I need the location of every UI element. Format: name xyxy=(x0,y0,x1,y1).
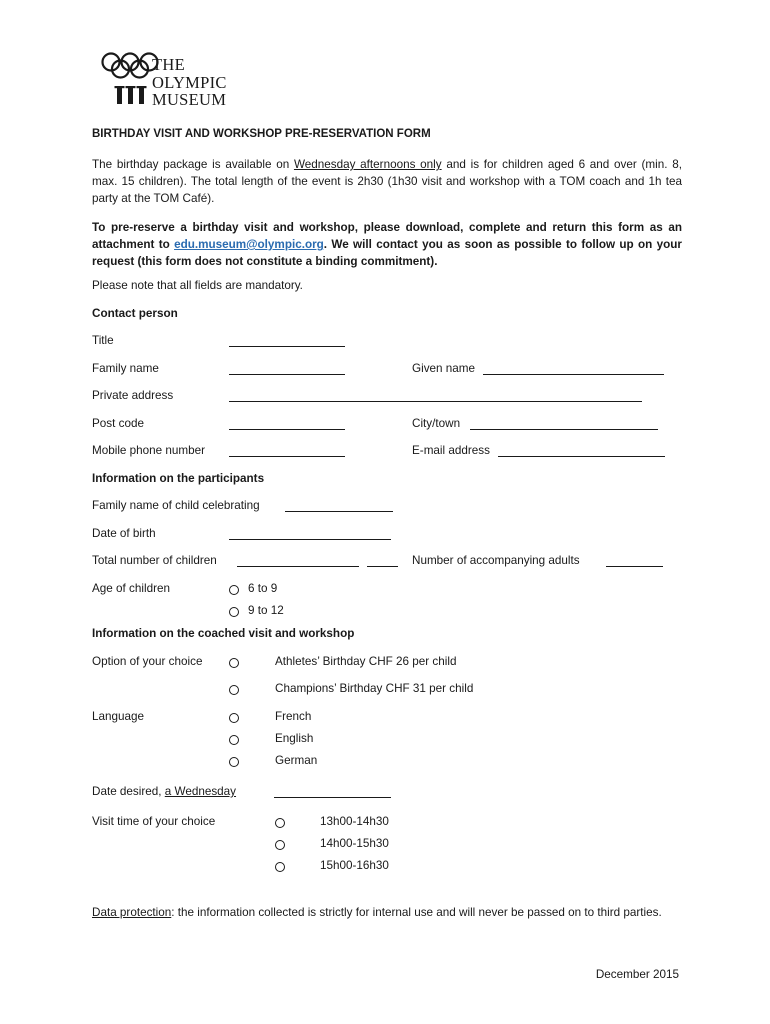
family-name-field[interactable] xyxy=(229,374,345,375)
logo-line-3: MUSEUM xyxy=(152,90,227,109)
mobile-label: Mobile phone number xyxy=(92,444,206,457)
city-field[interactable] xyxy=(470,429,658,430)
total-children-field[interactable] xyxy=(237,566,359,567)
intro-text-a: The birthday package is available on xyxy=(92,158,294,171)
participants-heading: Information on the participants xyxy=(92,472,265,485)
time-2-radio[interactable] xyxy=(275,840,285,850)
given-name-label: Given name xyxy=(412,362,476,375)
age-option-2: 9 to 12 xyxy=(248,604,284,617)
option-label: Option of your choice xyxy=(92,655,203,668)
champions-option-text: Champions’ Birthday CHF 31 per child xyxy=(275,682,474,695)
postcode-field[interactable] xyxy=(229,429,345,430)
total-children-label: Total number of children xyxy=(92,554,217,567)
time-1-radio[interactable] xyxy=(275,818,285,828)
instructions-text-a: To pre-reserve a birthday visit and workshop, please download, complete and return this form as an attachment to xyxy=(92,221,682,251)
athletes-option-radio[interactable] xyxy=(229,658,239,668)
logo-line-1: THE xyxy=(152,55,185,74)
address-field[interactable] xyxy=(229,401,642,402)
postcode-label: Post code xyxy=(92,417,144,430)
email-label: E-mail address xyxy=(412,444,490,457)
address-label: Private address xyxy=(92,389,174,402)
title-label: Title xyxy=(92,334,114,347)
dob-field[interactable] xyxy=(229,539,391,540)
title-field[interactable] xyxy=(229,346,345,347)
french-radio[interactable] xyxy=(229,713,239,723)
intro-text-b: and is for children aged 6 and over (min. 8, max. 15 children). The total length of the event is 2h30 (1h30 visit and workshop with a TOM coach and 1h tea party at the TOM Café). xyxy=(92,158,682,205)
child-family-label: Family name of child celebrating xyxy=(92,499,260,512)
intro-paragraph xyxy=(92,156,682,207)
age-6-9-radio[interactable] xyxy=(229,585,239,595)
data-protection-text: : the information collected is strictly for internal use and will never be passed on to third parties. xyxy=(171,906,662,919)
mandatory-note: Please note that all fields are mandatory. xyxy=(92,279,303,292)
age-label: Age of children xyxy=(92,582,170,595)
email-field[interactable] xyxy=(498,456,665,457)
instructions-paragraph xyxy=(92,219,682,270)
museum-wordmark xyxy=(152,56,227,109)
time-3-text: 15h00-16h30 xyxy=(320,859,389,872)
data-protection-paragraph xyxy=(92,904,682,921)
visit-heading: Information on the coached visit and workshop xyxy=(92,627,355,640)
english-radio[interactable] xyxy=(229,735,239,745)
age-option-1: 6 to 9 xyxy=(248,582,278,595)
champions-option-radio[interactable] xyxy=(229,685,239,695)
form-title: BIRTHDAY VISIT AND WORKSHOP PRE-RESERVATION FORM xyxy=(92,128,431,140)
date-desired-field[interactable] xyxy=(274,797,391,798)
time-3-radio[interactable] xyxy=(275,862,285,872)
english-text: English xyxy=(275,732,314,745)
instructions-text-b: . We will contact you as soon as possible to follow up on your request (this form does not constitute a binding commitment). xyxy=(92,238,682,268)
adults-label: Number of accompanying adults xyxy=(412,554,580,567)
mobile-field[interactable] xyxy=(229,456,345,457)
footer-date: December 2015 xyxy=(595,968,679,981)
dob-label: Date of birth xyxy=(92,527,156,540)
time-1-text: 13h00-14h30 xyxy=(320,815,389,828)
date-label-underlined: a Wednesday xyxy=(164,785,237,798)
athletes-option-text: Athletes’ Birthday CHF 26 per child xyxy=(275,655,457,668)
german-text: German xyxy=(275,754,318,767)
given-name-field[interactable] xyxy=(483,374,664,375)
language-label: Language xyxy=(92,710,145,723)
family-name-label: Family name xyxy=(92,362,159,375)
email-link[interactable]: edu.museum@olympic.org xyxy=(174,238,324,251)
intro-text-underlined: Wednesday afternoons only xyxy=(293,158,442,171)
date-desired-label xyxy=(92,785,236,798)
time-2-text: 14h00-15h30 xyxy=(320,837,389,850)
age-9-12-radio[interactable] xyxy=(229,607,239,617)
french-text: French xyxy=(275,710,312,723)
date-label-text: Date desired, xyxy=(92,785,165,798)
adults-field[interactable] xyxy=(606,566,663,567)
time-label: Visit time of your choice xyxy=(92,815,216,828)
logo-line-2: OLYMPIC xyxy=(152,72,227,92)
total-children-extra-field[interactable] xyxy=(367,566,398,567)
data-protection-title: Data protection xyxy=(92,906,172,919)
contact-heading: Contact person xyxy=(92,307,178,320)
german-radio[interactable] xyxy=(229,757,239,767)
child-family-field[interactable] xyxy=(285,511,393,512)
city-label: City/town xyxy=(412,417,461,430)
